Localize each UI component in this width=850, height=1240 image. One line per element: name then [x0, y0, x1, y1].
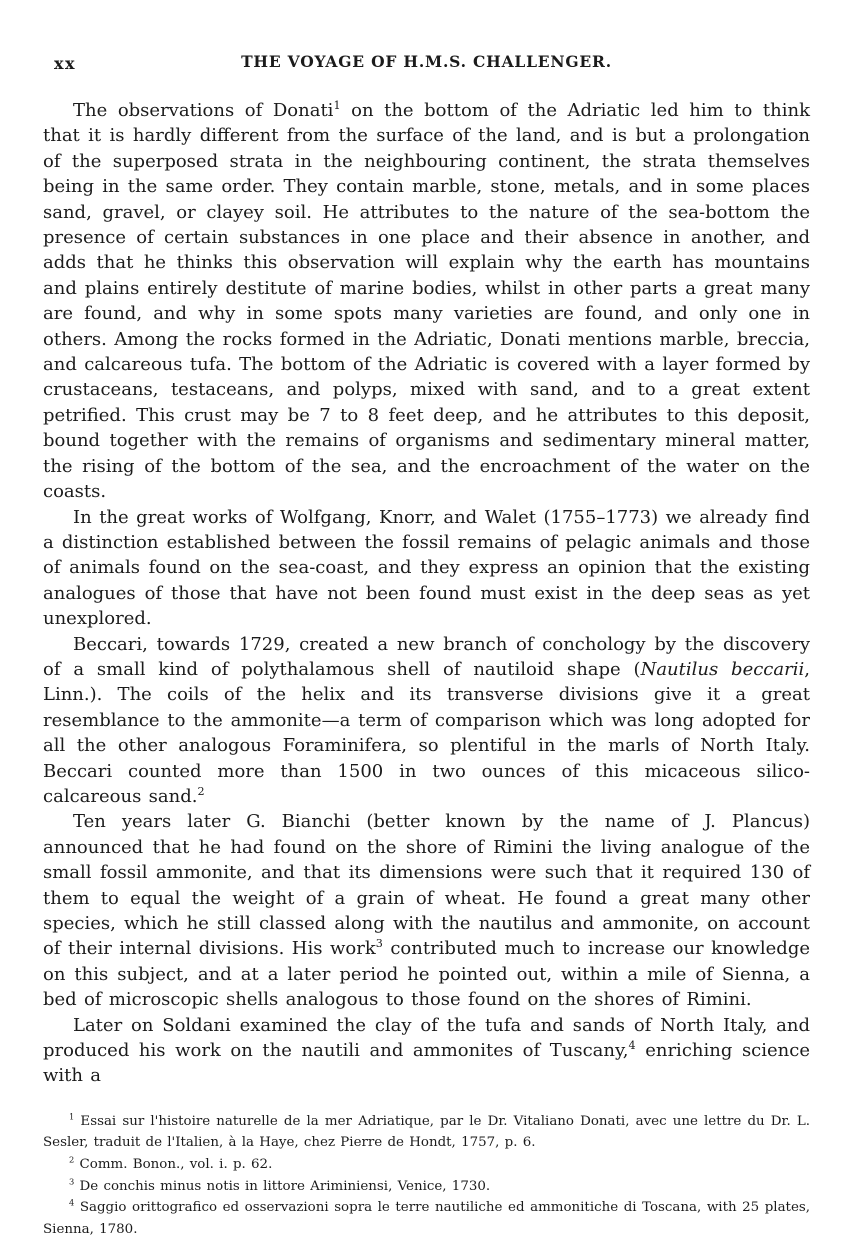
- page-number: xx: [54, 54, 77, 73]
- footnote-marker: 4: [628, 1039, 636, 1053]
- footnote-marker: 2: [197, 784, 205, 798]
- text-segment: on the bottom of the Adriatic led him to think that it is hardly different from the surface of the land, and is but a prolongation of the superposed strata in the neighbouring continent, the strata themselves being in the same order. They contain marble, stone, metals, and in some places sand, gravel, or clayey soil. He attributes to the nature of the sea-bottom the presence of certain substances in one place and their absence in another, and adds that he thinks this observation will explain why the earth has mountains and plains entirely destitute of marine bodies, whilst in other parts a great many are found, and why in some spots many varieties are found, and only one in others. Among the rocks formed in the Adriatic, Donati mentions marble, breccia, and calcareous tufa. The bottom of the Adriatic is covered with a layer formed by crustaceans, testaceans, and polyps, mixed with sand, and to a great extent petrified. This crust may be 7 to 8 feet deep, and he attributes to this deposit, bound together with the remains of organisms and sedimentary mineral matter, the rising of the bottom of the sea, and the encroachment of the water on the coasts.: [43, 100, 810, 503]
- footnote: [43, 1197, 810, 1240]
- footnote-marker: 1: [69, 1111, 75, 1122]
- text-segment: Ten years later G. Bianchi (better known by the name of J. Plancus) announced that he had found on the shore of Rimini the living analogue of the small fossil ammonite, and that its dimensions were such that it required 130 of them to equal the weight of a grain of wheat. He found a great many other species, which he still classed along with the nautilus and ammonite, on account of their internal divisions. His work: [43, 811, 810, 960]
- text-segment: , Linn.). The coils of the helix and its transverse divisions give it a great resemblance to the ammonite—a term of comparison which was long adopted for all the other analogous Foraminifera, so plentiful in the marls of North Italy. Beccari counted more than 1500 in two ounces of this micaceous silico-calcareous sand.: [43, 658, 810, 807]
- text-segment: Beccari, towards 1729, created a new branch of conchology by the discovery of a small kind of polythalamous shell of nautiloid shape (: [43, 633, 810, 680]
- footnote-text: Saggio orittografico ed osservazioni sopra le terre nautiliche ed ammonitiche di Toscana, with 25 plates, Sienna, 1780.: [43, 1200, 810, 1237]
- footnote: [43, 1154, 810, 1176]
- italic-species-name: Nautilus beccarii: [640, 658, 805, 680]
- footnote: [43, 1176, 810, 1198]
- text-segment: contributed much to increase our knowledge on this subject, and at a later period he pointed out, within a mile of Sienna, a bed of microscopic shells analogous to those found on the shores of Rimini.: [43, 938, 810, 1011]
- footnotes: [43, 1111, 810, 1240]
- body-text: [43, 98, 810, 1089]
- page-header: [43, 52, 810, 74]
- footnote-marker: 3: [69, 1176, 75, 1187]
- text-segment: Later on Soldani examined the clay of the tufa and sands of North Italy, and produced his work on the nautili and ammonites of Tuscany,: [43, 1014, 810, 1062]
- footnote-text: Comm. Bonon., vol. i. p. 62.: [74, 1157, 273, 1173]
- footnote-marker: 4: [69, 1197, 75, 1208]
- running-title: THE VOYAGE OF H.M.S. CHALLENGER.: [241, 52, 612, 71]
- text-segment: The observations of Donati: [73, 100, 334, 121]
- footnote-marker: 2: [69, 1154, 75, 1165]
- footnote-marker: 3: [375, 937, 383, 951]
- footnote-text: Essai sur l'histoire naturelle de la mer Adriatique, par le Dr. Vitaliano Donati, avec une lettre du Dr. L. Sesler, traduit de l'Italien, à la Haye, chez Pierre de Hondt, 1757, p. 6.: [43, 1113, 810, 1151]
- paragraph: [43, 809, 810, 1012]
- paragraph: [43, 1013, 810, 1089]
- paragraph: [43, 632, 810, 810]
- footnote: [43, 1111, 810, 1154]
- paragraph: [43, 505, 810, 632]
- paragraph: [43, 98, 810, 505]
- text-segment: In the great works of Wolfgang, Knorr, and Walet (1755–1773) we already find a distinction established between the fossil remains of pelagic animals and those of animals found on the sea-coast, and they express an opinion that the existing analogues of those that have not been found must exist in the deep seas as yet unexplored.: [43, 506, 810, 630]
- footnote-text: De conchis minus notis in littore Ariminiensi, Venice, 1730.: [74, 1178, 491, 1194]
- footnote-marker: 1: [333, 99, 341, 112]
- text-segment: enriching science with a: [43, 1040, 810, 1087]
